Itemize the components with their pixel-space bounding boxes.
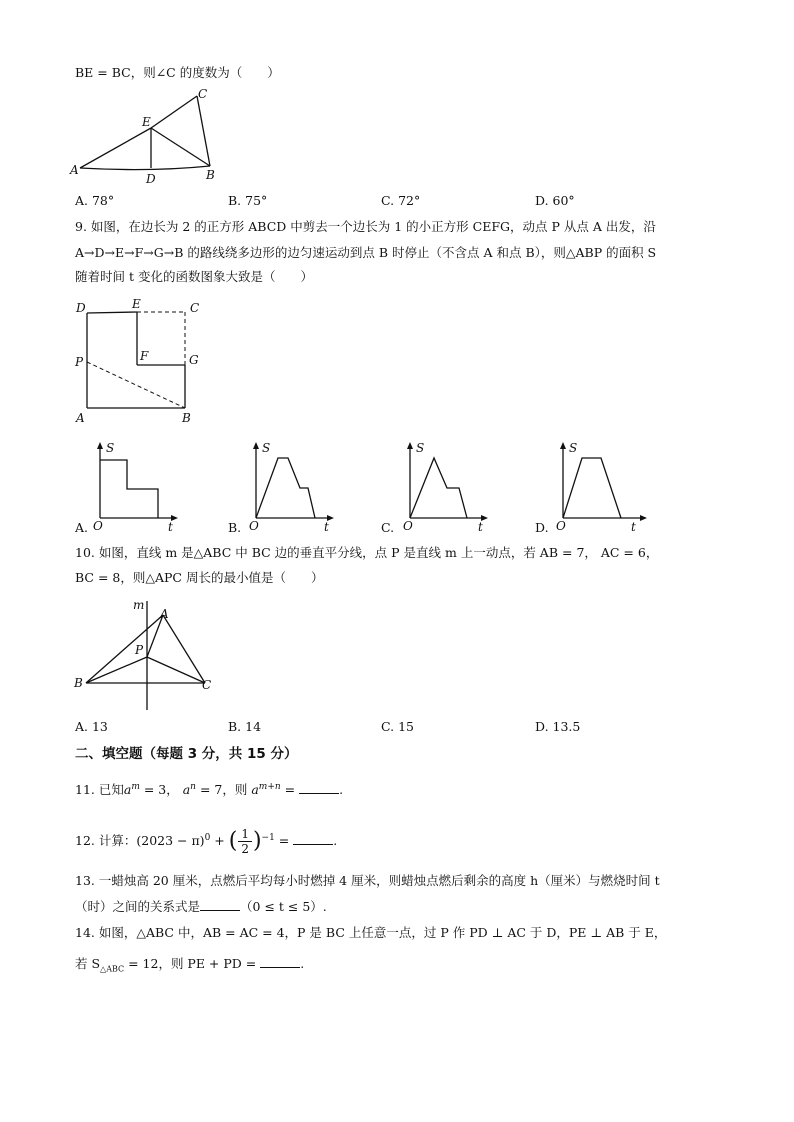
q14-line2-mid: = 12，则 PE + PD =: [124, 956, 261, 971]
q9-graph-d-t: t: [631, 520, 636, 534]
q14-subscript: △ABC: [100, 964, 125, 974]
q10-label-B: B: [74, 676, 83, 690]
q9-graph-b-t: t: [324, 520, 329, 534]
q14-line-2: [75, 955, 304, 979]
q12-answer-blank[interactable]: [293, 832, 333, 845]
q8-figure: [70, 86, 230, 186]
q9-label-F: F: [140, 349, 149, 363]
q11-e1: m: [131, 782, 140, 792]
q8-label-B: B: [206, 168, 215, 182]
q12-plus: +: [210, 833, 229, 849]
q14-line2-end: .: [300, 956, 305, 971]
q9-option-c[interactable]: C.: [381, 520, 395, 535]
q8-option-d[interactable]: D. 60°: [535, 193, 575, 208]
q12-prefix: 12. 计算：: [75, 833, 137, 849]
q11-answer-blank[interactable]: [299, 781, 339, 794]
q8-label-D: D: [146, 172, 156, 186]
q10-option-c[interactable]: C. 15: [381, 719, 414, 734]
q10-label-A: A: [160, 607, 169, 621]
q14-line-1: 14. 如图，△ABC 中，AB = AC = 4，P 是 BC 上任意一点，过 P 作 PD ⊥ AC 于 D，PE ⊥ AB 于 E，: [75, 925, 667, 940]
q14-answer-blank[interactable]: [260, 955, 300, 968]
q9-graph-d-s: S: [569, 441, 578, 455]
q10-label-P: P: [135, 643, 144, 657]
q9-label-C: C: [190, 301, 200, 315]
q9-graph-a-s: S: [106, 441, 115, 455]
q9-line-2: A→D→E→F→G→B 的路线绕多边形的边匀速运动到点 B 时停止（不含点 A 和点 B），则△ABP 的面积 S: [75, 245, 657, 260]
q11-eq3: =: [280, 782, 300, 798]
q9-graph-c-o: O: [403, 519, 413, 533]
q9-graph-b: [248, 440, 338, 532]
q9-option-d[interactable]: D.: [535, 520, 549, 535]
q9-label-B: B: [182, 411, 191, 425]
q12-eq: =: [274, 833, 294, 849]
q12-line: 12. 计算：$(2023 - \pi)^0$ + ( $\frac{1}{2}$ )$^{-1}$ = .: [75, 827, 338, 857]
q9-line-1: 9. 如图，在边长为 2 的正方形 ABCD 中剪去一个边长为 1 的小正方形 CEFG，动点 P 从点 A 出发，沿: [75, 219, 656, 234]
q12-end: .: [333, 833, 338, 849]
q13-line2-pre: （时）之间的关系式是: [75, 899, 201, 914]
q11-line: [75, 778, 343, 799]
q9-label-E: E: [132, 297, 141, 311]
q12-exp0: 0: [204, 833, 211, 843]
q12-base: (2023 − π): [136, 833, 205, 849]
q11-e3: m+n: [258, 782, 281, 792]
q10-line-1: 10. 如图，直线 m 是△ABC 中 BC 边的垂直平分线，点 P 是直线 m 上一动点，若 AB = 7， AC = 6，: [75, 545, 659, 560]
q8-option-c[interactable]: C. 72°: [381, 193, 421, 208]
q11-prefix: 11. 已知: [75, 782, 124, 798]
q10-option-b[interactable]: B. 14: [228, 719, 262, 734]
q9-graph-d-o: O: [556, 519, 566, 533]
q9-graph-c-s: S: [416, 441, 425, 455]
q9-graph-d: [555, 440, 655, 532]
q9-graph-a: [92, 440, 182, 532]
q9-label-G: G: [189, 353, 199, 367]
q12-numerator: 1: [238, 827, 252, 842]
q12-fraction: [238, 827, 252, 856]
q11-eq1: = 3，: [139, 782, 183, 798]
q10-option-d[interactable]: D. 13.5: [535, 719, 581, 734]
q8-stem-tail: BE = BC，则∠C 的度数为（ ）: [75, 65, 280, 80]
q13-line-2: [75, 898, 327, 916]
q10-option-a[interactable]: A. 13: [75, 719, 108, 734]
q13-line-1: 13. 一蜡烛高 20 厘米，点燃后平均每小时燃掉 4 厘米，则蜡烛点燃后剩余的高度 h（厘米）与燃烧时间 t: [75, 873, 660, 888]
q8-option-b[interactable]: B. 75°: [228, 193, 268, 208]
q9-figure: [72, 298, 212, 428]
q11-a1: a: [123, 782, 132, 798]
q9-label-A: A: [76, 411, 85, 425]
q9-line-3: 随着时间 t 变化的函数图象大致是（ ）: [75, 269, 313, 284]
q10-line-2: BC = 8，则△APC 周长的最小值是（ ）: [75, 570, 324, 585]
q9-graph-b-s: S: [262, 441, 271, 455]
q13-answer-blank[interactable]: [200, 898, 240, 911]
q9-graph-c: [402, 440, 492, 532]
q11-end: .: [339, 782, 344, 798]
q11-e2: n: [190, 782, 196, 792]
q8-label-E: E: [142, 115, 151, 129]
q10-figure: [70, 595, 230, 715]
q9-graph-a-t: t: [168, 520, 173, 534]
q11-a2: a: [182, 782, 191, 798]
q12-denominator: 2: [241, 842, 249, 857]
q9-graph-a-o: O: [93, 519, 103, 533]
q8-label-C: C: [198, 87, 208, 101]
q9-graph-c-t: t: [478, 520, 483, 534]
q9-label-D: D: [76, 301, 86, 315]
q9-graph-b-o: O: [249, 519, 259, 533]
q9-label-P: P: [75, 355, 84, 369]
q10-label-C: C: [202, 678, 212, 692]
q9-option-b[interactable]: B.: [228, 520, 242, 535]
section-2-heading: 二、填空题（每题 3 分，共 15 分）: [75, 746, 298, 762]
q8-option-a[interactable]: A. 78°: [75, 193, 115, 208]
q14-line2-pre: 若 S: [75, 956, 101, 971]
q9-option-a[interactable]: A.: [75, 520, 89, 535]
q11-a3: a: [251, 782, 259, 798]
q11-eq2: = 7，则: [195, 782, 252, 798]
q8-label-A: A: [70, 163, 79, 177]
q13-line2-post: （0 ≤ t ≤ 5）.: [240, 899, 327, 914]
q12-exp1: −1: [261, 833, 275, 843]
q10-label-m: m: [133, 598, 145, 612]
